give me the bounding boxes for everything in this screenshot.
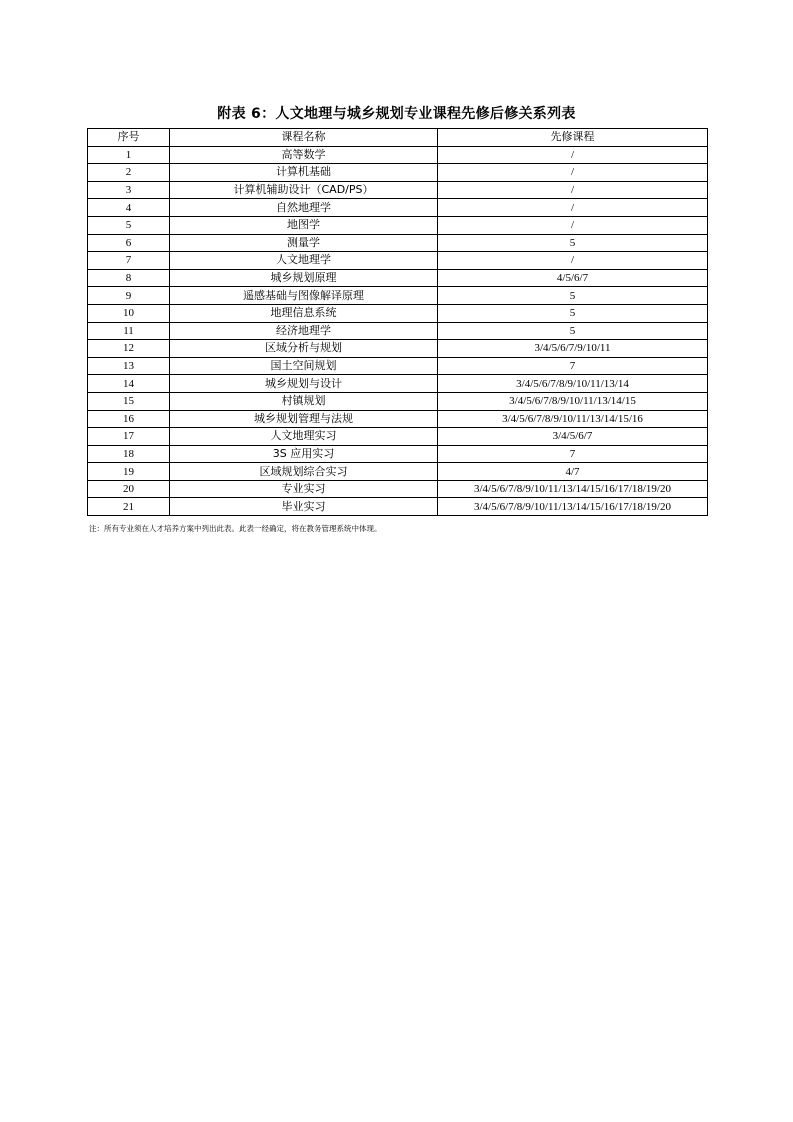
table-body xyxy=(88,146,708,515)
table-row xyxy=(88,392,708,410)
course-name-cell: 经济地理学 xyxy=(170,322,438,340)
prerequisite-cell: 5 xyxy=(438,287,708,305)
prerequisite-cell: 7 xyxy=(438,357,708,375)
footnote: 注：所有专业须在人才培养方案中列出此表。此表一经确定，将在教务管理系统中体现。 xyxy=(89,524,382,533)
prerequisite-table xyxy=(87,128,708,516)
course-name-cell: 自然地理学 xyxy=(170,199,438,217)
course-number-cell: 13 xyxy=(88,357,170,375)
course-name-cell: 村镇规划 xyxy=(170,392,438,410)
course-number-cell: 4 xyxy=(88,199,170,217)
prerequisite-cell: 5 xyxy=(438,304,708,322)
table-row xyxy=(88,463,708,481)
course-number-cell: 21 xyxy=(88,498,170,516)
course-name-cell: 地图学 xyxy=(170,216,438,234)
course-name-cell: 测量学 xyxy=(170,234,438,252)
prerequisite-cell: / xyxy=(438,252,708,270)
prerequisite-cell: 3/4/5/6/7 xyxy=(438,428,708,446)
prerequisite-cell: 3/4/5/6/7/8/9/10/11/13/14/15/16 xyxy=(438,410,708,428)
table-row xyxy=(88,322,708,340)
prerequisite-cell: / xyxy=(438,216,708,234)
course-number-cell: 14 xyxy=(88,375,170,393)
course-name-cell: 人文地理实习 xyxy=(170,428,438,446)
prerequisite-cell: 3/4/5/6/7/8/9/10/11/13/14 xyxy=(438,375,708,393)
course-number-cell: 18 xyxy=(88,445,170,463)
course-name-cell: 城乡规划原理 xyxy=(170,269,438,287)
table-row xyxy=(88,234,708,252)
course-number-cell: 11 xyxy=(88,322,170,340)
course-number-cell: 15 xyxy=(88,392,170,410)
prerequisite-cell: / xyxy=(438,181,708,199)
page-title: 附表 6：人文地理与城乡规划专业课程先修后修关系列表 xyxy=(217,106,576,122)
course-name-cell: 城乡规划管理与法规 xyxy=(170,410,438,428)
table-row xyxy=(88,498,708,516)
prerequisite-cell: 5 xyxy=(438,322,708,340)
prerequisite-cell: 4/5/6/7 xyxy=(438,269,708,287)
course-number-cell: 20 xyxy=(88,480,170,498)
prerequisite-cell: / xyxy=(438,199,708,217)
course-name-cell: 城乡规划与设计 xyxy=(170,375,438,393)
course-number-cell: 12 xyxy=(88,340,170,358)
table-row xyxy=(88,181,708,199)
prerequisite-cell: / xyxy=(438,164,708,182)
table-row xyxy=(88,445,708,463)
course-name-cell: 专业实习 xyxy=(170,480,438,498)
course-number-cell: 6 xyxy=(88,234,170,252)
course-number-cell: 19 xyxy=(88,463,170,481)
prerequisite-cell: 3/4/5/6/7/8/9/10/11/13/14/15/16/17/18/19/20 xyxy=(438,480,708,498)
course-number-cell: 2 xyxy=(88,164,170,182)
course-number-cell: 16 xyxy=(88,410,170,428)
course-number-cell: 10 xyxy=(88,304,170,322)
column-header-course-name: 课程名称 xyxy=(170,129,438,147)
course-number-cell: 8 xyxy=(88,269,170,287)
table-row xyxy=(88,269,708,287)
prerequisite-cell: / xyxy=(438,146,708,164)
course-name-cell: 区域规划综合实习 xyxy=(170,463,438,481)
column-header-prerequisites: 先修课程 xyxy=(438,129,708,147)
table-row xyxy=(88,304,708,322)
table-row xyxy=(88,375,708,393)
table-header-row xyxy=(88,129,708,147)
course-number-cell: 7 xyxy=(88,252,170,270)
prerequisite-cell: 3/4/5/6/7/9/10/11 xyxy=(438,340,708,358)
table-row xyxy=(88,287,708,305)
table-row xyxy=(88,164,708,182)
table-row xyxy=(88,410,708,428)
table-row xyxy=(88,480,708,498)
course-name-cell: 国土空间规划 xyxy=(170,357,438,375)
prerequisite-cell: 5 xyxy=(438,234,708,252)
table-row xyxy=(88,340,708,358)
prerequisite-cell: 3/4/5/6/7/8/9/10/11/13/14/15/16/17/18/19/20 xyxy=(438,498,708,516)
prerequisite-cell: 4/7 xyxy=(438,463,708,481)
course-name-cell: 计算机基础 xyxy=(170,164,438,182)
table-row xyxy=(88,199,708,217)
table-row xyxy=(88,146,708,164)
course-number-cell: 9 xyxy=(88,287,170,305)
course-number-cell: 1 xyxy=(88,146,170,164)
course-name-cell: 毕业实习 xyxy=(170,498,438,516)
course-name-cell: 遥感基础与图像解译原理 xyxy=(170,287,438,305)
table-row xyxy=(88,252,708,270)
prerequisite-cell: 7 xyxy=(438,445,708,463)
course-name-cell: 高等数学 xyxy=(170,146,438,164)
course-number-cell: 17 xyxy=(88,428,170,446)
table-row xyxy=(88,216,708,234)
course-number-cell: 5 xyxy=(88,216,170,234)
table-row xyxy=(88,357,708,375)
column-header-number: 序号 xyxy=(88,129,170,147)
course-name-cell: 人文地理学 xyxy=(170,252,438,270)
course-name-cell: 地理信息系统 xyxy=(170,304,438,322)
course-name-cell: 区域分析与规划 xyxy=(170,340,438,358)
table-row xyxy=(88,428,708,446)
course-number-cell: 3 xyxy=(88,181,170,199)
course-name-cell: 计算机辅助设计（CAD/PS） xyxy=(170,181,438,199)
prerequisite-cell: 3/4/5/6/7/8/9/10/11/13/14/15 xyxy=(438,392,708,410)
course-name-cell: 3S 应用实习 xyxy=(170,445,438,463)
